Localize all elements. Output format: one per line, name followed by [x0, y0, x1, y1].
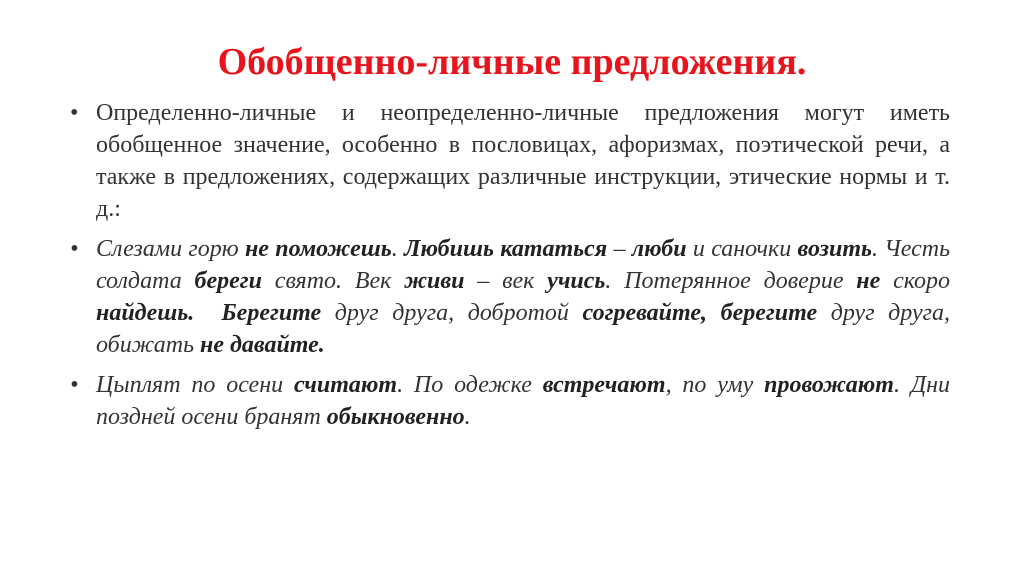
example-text [194, 300, 221, 326]
predicate-highlight: не [856, 268, 881, 294]
example-text: друг друга, добротой [321, 300, 583, 326]
example-text: Цыплят по осени [96, 372, 294, 398]
predicate-highlight: считают [293, 372, 398, 398]
example-text: и саночки [686, 236, 798, 262]
predicate-highlight: обыкновенно [326, 404, 465, 430]
example-text: свято. Век [262, 268, 405, 294]
predicate-highlight: согревайте, берегите [582, 300, 818, 326]
example-text: . Потерянное доверие [605, 268, 857, 294]
example-text: Слезами горю [96, 236, 245, 262]
example-text: . [464, 404, 471, 430]
predicate-highlight: учись [547, 268, 606, 294]
predicate-highlight: встречают [542, 372, 666, 398]
predicate-highlight: люби [631, 236, 687, 262]
predicate-highlight: береги [194, 268, 262, 294]
bullet-item [70, 233, 950, 361]
predicate-highlight: провожают [764, 372, 894, 398]
predicate-highlight: возить [797, 236, 872, 262]
bullet-item [70, 369, 950, 433]
example-text: . Честь солдата [96, 236, 951, 294]
example-text: – век [464, 268, 548, 294]
predicate-highlight: Берегите [221, 300, 322, 326]
example-text: друг друга, обижать [96, 300, 951, 358]
slide-title: Обобщенно-личные предложения. [217, 41, 807, 83]
predicate-highlight: не поможешь [244, 236, 392, 262]
example-text: – [607, 236, 632, 262]
bullet-item [70, 97, 950, 225]
predicate-highlight: найдешь. [96, 300, 195, 326]
predicate-highlight: не давайте. [200, 332, 325, 358]
example-text: , по уму [665, 372, 765, 398]
bullet-text: Определенно-личные и неопределенно-личные предложения могут иметь обобщенное значение, особенно в пословицах, афоризмах, поэтической речи, а также в предложениях, содержащих различные инструкции, этические нормы и т. д.: [96, 100, 950, 222]
predicate-highlight: живи [404, 268, 465, 294]
bullet-list [70, 97, 950, 441]
example-text: . По одежке [397, 372, 543, 398]
example-text: скоро [880, 268, 951, 294]
example-text: . Дни поздней осени бранят [96, 372, 950, 430]
example-text: . [391, 236, 405, 262]
predicate-highlight: Любишь кататься [404, 236, 608, 262]
